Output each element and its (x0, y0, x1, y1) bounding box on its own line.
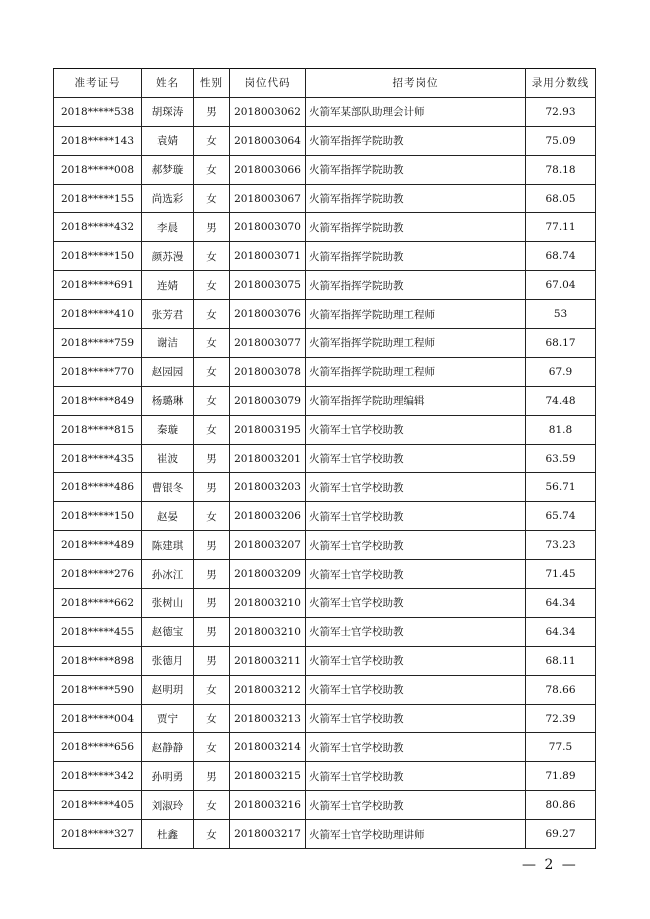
cell-position-code: 2018003078 (230, 357, 306, 386)
cell-score: 68.11 (526, 646, 596, 675)
cell-position-code: 2018003207 (230, 531, 306, 560)
cell-position-code: 2018003211 (230, 646, 306, 675)
cell-name: 贾宁 (142, 704, 194, 733)
header-position-code: 岗位代码 (230, 69, 306, 98)
cell-position: 火箭军士官学校助教 (306, 560, 526, 589)
cell-name: 杜鑫 (142, 820, 194, 849)
cell-gender: 女 (194, 329, 230, 358)
cell-gender: 男 (194, 560, 230, 589)
header-name: 姓名 (142, 69, 194, 98)
cell-position: 火箭军指挥学院助理工程师 (306, 300, 526, 329)
cell-position-code: 2018003062 (230, 97, 306, 126)
cell-gender: 女 (194, 155, 230, 184)
cell-exam-id: 2018*****327 (54, 820, 142, 849)
cell-position: 火箭军指挥学院助教 (306, 271, 526, 300)
cell-score: 67.9 (526, 357, 596, 386)
cell-exam-id: 2018*****150 (54, 502, 142, 531)
cell-name: 赵静静 (142, 733, 194, 762)
cell-exam-id: 2018*****538 (54, 97, 142, 126)
table-row (54, 617, 596, 646)
cell-gender: 男 (194, 589, 230, 618)
cell-name: 陈建琪 (142, 531, 194, 560)
table-row (54, 155, 596, 184)
cell-position: 火箭军士官学校助理讲师 (306, 820, 526, 849)
cell-position: 火箭军士官学校助教 (306, 791, 526, 820)
table-row (54, 589, 596, 618)
cell-position: 火箭军士官学校助教 (306, 444, 526, 473)
cell-exam-id: 2018*****770 (54, 357, 142, 386)
cell-name: 杨璐琳 (142, 386, 194, 415)
cell-position-code: 2018003216 (230, 791, 306, 820)
cell-position: 火箭军某部队助理会计师 (306, 97, 526, 126)
cell-gender: 男 (194, 617, 230, 646)
cell-score: 81.8 (526, 415, 596, 444)
cell-exam-id: 2018*****435 (54, 444, 142, 473)
cell-position-code: 2018003210 (230, 617, 306, 646)
cell-name: 赵晏 (142, 502, 194, 531)
table-row (54, 444, 596, 473)
cell-position-code: 2018003076 (230, 300, 306, 329)
cell-score: 64.34 (526, 617, 596, 646)
cell-position-code: 2018003215 (230, 762, 306, 791)
cell-name: 赵德宝 (142, 617, 194, 646)
results-table-container (53, 68, 595, 849)
cell-position: 火箭军士官学校助教 (306, 617, 526, 646)
cell-position-code: 2018003075 (230, 271, 306, 300)
cell-gender: 男 (194, 646, 230, 675)
cell-score: 73.23 (526, 531, 596, 560)
table-row (54, 184, 596, 213)
table-row (54, 820, 596, 849)
cell-position: 火箭军士官学校助教 (306, 675, 526, 704)
cell-exam-id: 2018*****004 (54, 704, 142, 733)
cell-position-code: 2018003070 (230, 213, 306, 242)
cell-position-code: 2018003077 (230, 329, 306, 358)
cell-position-code: 2018003195 (230, 415, 306, 444)
cell-exam-id: 2018*****410 (54, 300, 142, 329)
cell-position-code: 2018003217 (230, 820, 306, 849)
cell-name: 秦璇 (142, 415, 194, 444)
table-row (54, 357, 596, 386)
cell-exam-id: 2018*****432 (54, 213, 142, 242)
cell-position-code: 2018003209 (230, 560, 306, 589)
header-score: 录用分数线 (526, 69, 596, 98)
cell-exam-id: 2018*****486 (54, 473, 142, 502)
cell-name: 尚选彩 (142, 184, 194, 213)
cell-score: 68.74 (526, 242, 596, 271)
table-row (54, 300, 596, 329)
table-header-row (54, 69, 596, 98)
cell-position-code: 2018003064 (230, 126, 306, 155)
cell-name: 张德月 (142, 646, 194, 675)
table-row (54, 271, 596, 300)
cell-name: 李晨 (142, 213, 194, 242)
table-row (54, 675, 596, 704)
cell-name: 袁婧 (142, 126, 194, 155)
header-exam-id: 准考证号 (54, 69, 142, 98)
cell-name: 郝梦璇 (142, 155, 194, 184)
cell-exam-id: 2018*****849 (54, 386, 142, 415)
cell-score: 56.71 (526, 473, 596, 502)
cell-exam-id: 2018*****691 (54, 271, 142, 300)
cell-gender: 男 (194, 444, 230, 473)
cell-name: 孙冰江 (142, 560, 194, 589)
results-table (53, 68, 596, 849)
cell-gender: 女 (194, 300, 230, 329)
cell-score: 71.45 (526, 560, 596, 589)
cell-score: 77.5 (526, 733, 596, 762)
cell-score: 64.34 (526, 589, 596, 618)
cell-exam-id: 2018*****150 (54, 242, 142, 271)
cell-gender: 女 (194, 704, 230, 733)
cell-position: 火箭军士官学校助教 (306, 646, 526, 675)
cell-position: 火箭军士官学校助教 (306, 589, 526, 618)
cell-score: 72.93 (526, 97, 596, 126)
cell-position: 火箭军指挥学院助教 (306, 213, 526, 242)
table-row (54, 502, 596, 531)
cell-gender: 女 (194, 502, 230, 531)
cell-gender: 女 (194, 271, 230, 300)
cell-position: 火箭军指挥学院助理编辑 (306, 386, 526, 415)
cell-exam-id: 2018*****759 (54, 329, 142, 358)
cell-score: 71.89 (526, 762, 596, 791)
cell-exam-id: 2018*****405 (54, 791, 142, 820)
cell-exam-id: 2018*****898 (54, 646, 142, 675)
cell-gender: 男 (194, 473, 230, 502)
table-row (54, 415, 596, 444)
cell-exam-id: 2018*****455 (54, 617, 142, 646)
cell-exam-id: 2018*****342 (54, 762, 142, 791)
cell-score: 78.18 (526, 155, 596, 184)
table-row (54, 386, 596, 415)
cell-position-code: 2018003066 (230, 155, 306, 184)
cell-name: 刘淑玲 (142, 791, 194, 820)
cell-gender: 男 (194, 762, 230, 791)
cell-score: 68.05 (526, 184, 596, 213)
cell-gender: 女 (194, 820, 230, 849)
cell-position: 火箭军指挥学院助教 (306, 242, 526, 271)
table-row (54, 242, 596, 271)
cell-gender: 男 (194, 531, 230, 560)
cell-exam-id: 2018*****143 (54, 126, 142, 155)
table-row (54, 126, 596, 155)
table-row (54, 531, 596, 560)
cell-name: 连婧 (142, 271, 194, 300)
cell-position-code: 2018003213 (230, 704, 306, 733)
cell-gender: 女 (194, 675, 230, 704)
cell-gender: 女 (194, 791, 230, 820)
cell-score: 77.11 (526, 213, 596, 242)
table-row (54, 762, 596, 791)
cell-position: 火箭军指挥学院助教 (306, 184, 526, 213)
cell-exam-id: 2018*****008 (54, 155, 142, 184)
cell-score: 65.74 (526, 502, 596, 531)
cell-exam-id: 2018*****815 (54, 415, 142, 444)
cell-name: 张芳君 (142, 300, 194, 329)
cell-name: 赵明玥 (142, 675, 194, 704)
cell-score: 68.17 (526, 329, 596, 358)
cell-position-code: 2018003212 (230, 675, 306, 704)
cell-score: 80.86 (526, 791, 596, 820)
cell-gender: 女 (194, 242, 230, 271)
cell-name: 孙明勇 (142, 762, 194, 791)
cell-position-code: 2018003214 (230, 733, 306, 762)
cell-gender: 女 (194, 184, 230, 213)
cell-score: 75.09 (526, 126, 596, 155)
cell-position-code: 2018003079 (230, 386, 306, 415)
cell-name: 颜苏漫 (142, 242, 194, 271)
cell-score: 72.39 (526, 704, 596, 733)
cell-score: 63.59 (526, 444, 596, 473)
cell-score: 69.27 (526, 820, 596, 849)
cell-score: 78.66 (526, 675, 596, 704)
table-row (54, 213, 596, 242)
cell-name: 曹银冬 (142, 473, 194, 502)
cell-exam-id: 2018*****590 (54, 675, 142, 704)
cell-position-code: 2018003201 (230, 444, 306, 473)
cell-exam-id: 2018*****155 (54, 184, 142, 213)
cell-position-code: 2018003071 (230, 242, 306, 271)
cell-position: 火箭军指挥学院助理工程师 (306, 357, 526, 386)
cell-position-code: 2018003067 (230, 184, 306, 213)
cell-position: 火箭军士官学校助教 (306, 762, 526, 791)
cell-score: 74.48 (526, 386, 596, 415)
cell-exam-id: 2018*****662 (54, 589, 142, 618)
cell-position: 火箭军士官学校助教 (306, 502, 526, 531)
cell-name: 谢洁 (142, 329, 194, 358)
table-row (54, 473, 596, 502)
cell-position: 火箭军士官学校助教 (306, 531, 526, 560)
table-row (54, 646, 596, 675)
table-row (54, 97, 596, 126)
cell-name: 张树山 (142, 589, 194, 618)
page-number: — 2 — (522, 857, 578, 873)
cell-gender: 女 (194, 126, 230, 155)
table-row (54, 791, 596, 820)
cell-exam-id: 2018*****656 (54, 733, 142, 762)
cell-gender: 男 (194, 213, 230, 242)
cell-name: 崔波 (142, 444, 194, 473)
cell-position-code: 2018003210 (230, 589, 306, 618)
cell-position: 火箭军士官学校助教 (306, 733, 526, 762)
cell-position-code: 2018003203 (230, 473, 306, 502)
cell-score: 53 (526, 300, 596, 329)
header-gender: 性别 (194, 69, 230, 98)
cell-position: 火箭军士官学校助教 (306, 415, 526, 444)
cell-gender: 女 (194, 733, 230, 762)
cell-position: 火箭军指挥学院助理工程师 (306, 329, 526, 358)
cell-position: 火箭军指挥学院助教 (306, 155, 526, 184)
cell-exam-id: 2018*****276 (54, 560, 142, 589)
cell-position: 火箭军士官学校助教 (306, 473, 526, 502)
cell-name: 赵园园 (142, 357, 194, 386)
cell-position: 火箭军士官学校助教 (306, 704, 526, 733)
cell-gender: 女 (194, 415, 230, 444)
cell-exam-id: 2018*****489 (54, 531, 142, 560)
cell-position: 火箭军指挥学院助教 (306, 126, 526, 155)
table-body (54, 97, 596, 848)
table-row (54, 704, 596, 733)
cell-gender: 女 (194, 357, 230, 386)
cell-position-code: 2018003206 (230, 502, 306, 531)
cell-gender: 男 (194, 97, 230, 126)
table-row (54, 733, 596, 762)
cell-name: 胡琛涛 (142, 97, 194, 126)
cell-gender: 女 (194, 386, 230, 415)
table-row (54, 329, 596, 358)
table-row (54, 560, 596, 589)
header-position: 招考岗位 (306, 69, 526, 98)
cell-score: 67.04 (526, 271, 596, 300)
